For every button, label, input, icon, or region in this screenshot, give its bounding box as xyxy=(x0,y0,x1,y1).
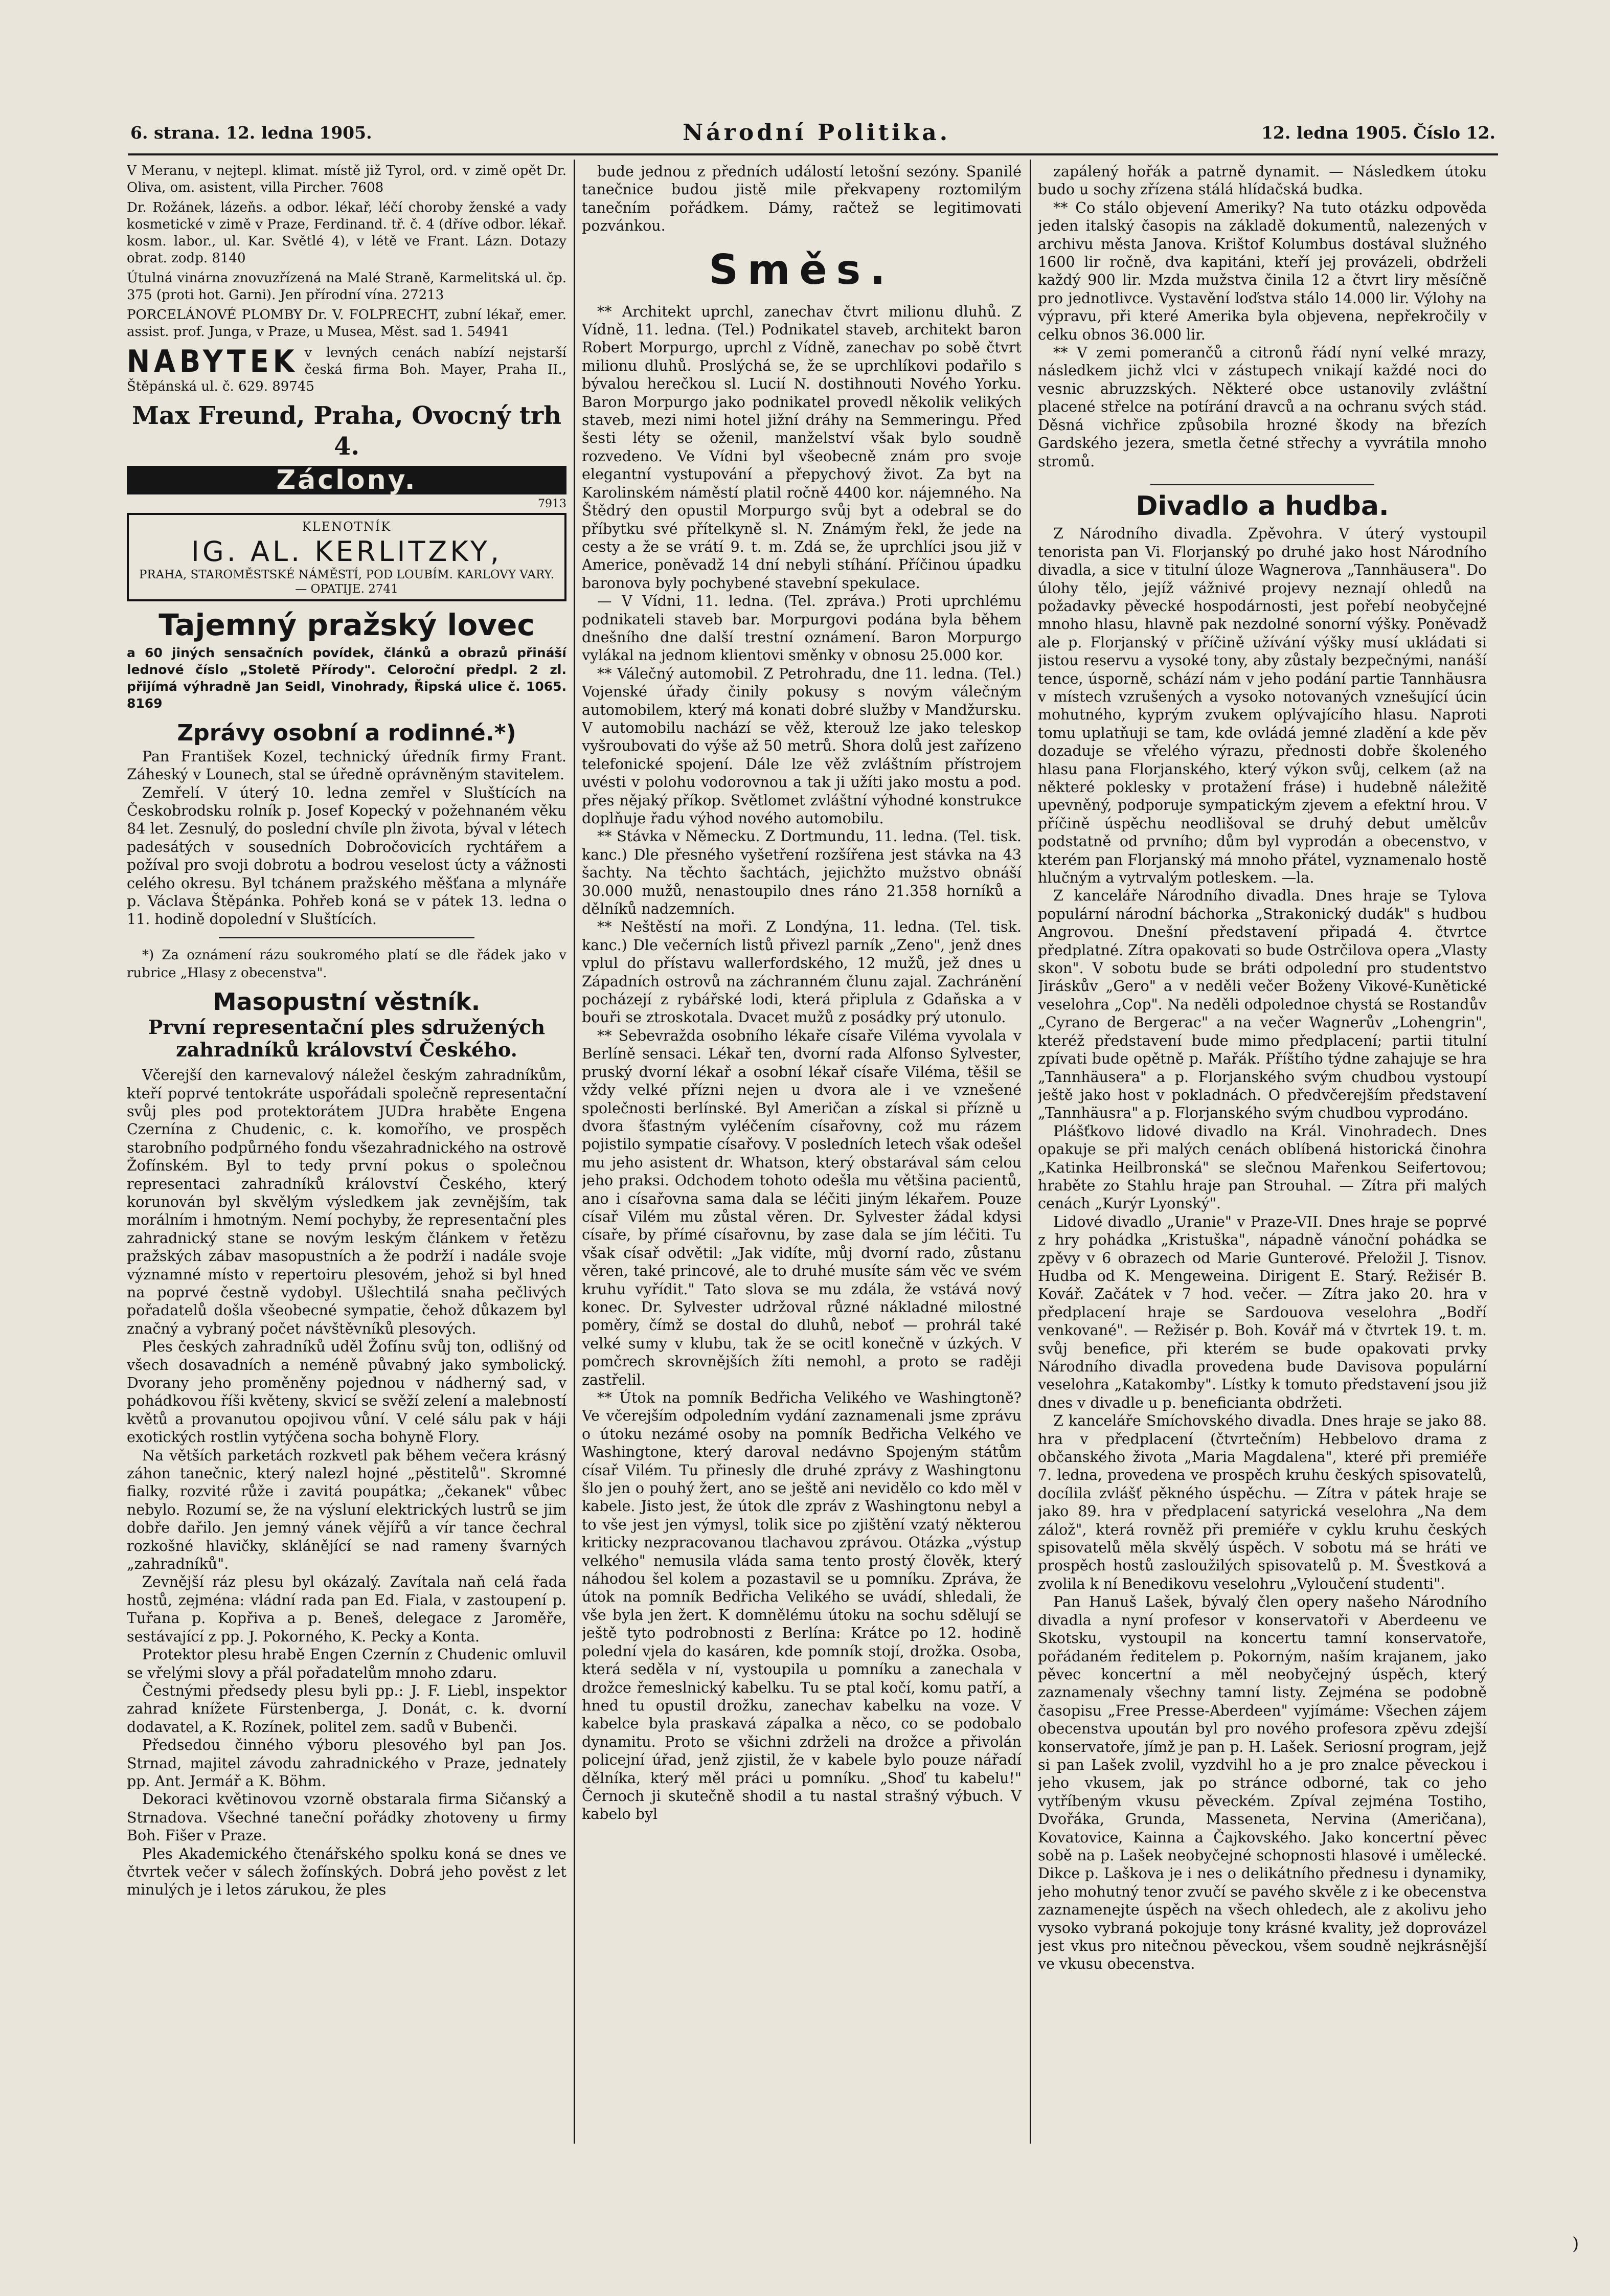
ad-kerlitzky-box xyxy=(127,513,566,601)
smes-paragraph-5: ** Neštěstí na moři. Z Londýna, 11. ledna. (Tel. tisk. kanc.) Dle večerních listů přivezl parník „Zeno", jenž dnes vplul do přístavu wallerfordského, 12 mužů, jež dnes u Západních ostrovů na záchranném člunu zajal. Zachránění pocházejí z rybářské lodi, která připlula z Gdaňska a v bouři se ztroskotala. Dvacet mužů z posádky prý utonulo. xyxy=(582,918,1022,1026)
zpravy-paragraph-1: Pan František Kozel, technický úředník firmy Frant. Záheský v Lounech, stal se úředně oprávněným stavitelem. xyxy=(127,748,566,783)
ad-meranu: V Meranu, v nejtepl. klimat. místě již Tyrol, ord. v zimě opět Dr. Oliva, om. asistent, villa Pircher. 7608 xyxy=(127,163,566,195)
header-rule xyxy=(128,153,1498,155)
ad-nabytek-title: NABYTEK xyxy=(127,344,299,379)
column-3 xyxy=(1038,163,1487,2142)
header-issue-right: 12. ledna 1905. Číslo 12. xyxy=(1261,123,1495,143)
divadlo-paragraph-6: Pan Hanuš Lašek, bývalý člen opery našeho Národního divadla a nyní profesor v konservatoři v Aberdeenu ve Skotsku, vystoupil na koncertu tamní konservatoře, pořádaném ředitelem p. Pokorným, naším krajanem, jako pěvec koncertní a měl neobyčejný úspěch, který zaznamenaly všechny tamní listy. Zejména se podobně časopisu „Free Presse-Aberdeen" vyjímáme: Všechen zájem obecenstva upoután byl pro nového profesora zpěvu zdejší konservatoře, jímž je pan p. H. Lašek. Seriosní program, jejž si pan Lašek zvolil, vyzdvihl ho a je pro znalce pěveckou i jeho vkusem, jak po stránce odborné, tak co jeho vytříbeným vkusu pěveckém. Zpíval zejména Tostiho, Dvořáka, Grunda, Massenetа, Nervina (Američana), Kovatovice, Kainna a Čajkovského. Jako koncertní pěvec sobě na p. Lašek neobyčejné schopnosti hlasové i umělecké. Dikce p. Laškova je i nes o delikátního přednesu i dynamiky, jeho mohutný tenor zvučí se pavého skvěle z i ke obecenstva zaznamenejte úspěch na všech ohledech, ale z akolivu jeho vysoko vybraná pokojuje tony krásné kvality, jež doprovázel jest vkus pro nitečnou pěveckou, všem soudně nejkrásnější ve vkusu obecenstva. xyxy=(1038,1593,1487,1973)
zpravy-footnote: *) Za oznámení rázu soukromého platí se dle řádek jako v rubrice „Hlasy z obecenstva". xyxy=(127,947,566,981)
header-date-left: 6. strana. 12. ledna 1905. xyxy=(130,123,372,143)
divadlo-paragraph-1: Z Národního divadla. Zpěvohra. V úterý vystoupil tenorista pan Vi. Florjanský po druhé jako host Národního divadla, a sice v titulní úloze Wagnerova „Tannhäusera". Do úlohy tělo, jejíž vážnivé projevy neznají ohledů na požadavky pěvecké hospodárnosti, jest pořebí neobyčejné mnoho hlasu, hlavně pak nezdolné sonorní výšky. Poněvadž ale p. Florjanský v příčině užívání výšky musí ukládati si jistou reservu a vysoké tony, aby zůstaly bezpečnými, nanáší tence, úsporně, schází nám v jeho podání partie Tannhäusra v místech vzrušených a vysoko notovaných vznešující úcin mohutného, kyprým zvukem oplývajícího hlasu. Naproti tomu uplatňuji se tam, kde ovládá jemné zladění a kde pěv dozaduje se vřelého výrazu, přednosti dobře školeného hlasu pana Florjanského, který výkon svůj, celkem (až na některé poklesky v protažení fráse) i hudebně náležitě upevněný, podporuje sympatickým zjevem a efektní hrou. V příčině úspěchu neodlišoval se druhý debut umělcův podstatně od prvního; dům byl vyprodán a obecenstvo, v kterém pan Florjanský má mnoho přátel, vyznamenalo hostě hlučným a vytrvalým potleskem. —la. xyxy=(1038,525,1487,887)
section-masopust-title: Masopustní věstník. xyxy=(213,987,481,1016)
section-smes-title: Směs. xyxy=(709,245,895,294)
ad-freund: Max Freund, Praha, Ovocný trh 4. xyxy=(131,401,562,461)
section-divadlo-title: Divadlo a hudba. xyxy=(1136,490,1389,522)
smes-paragraph-6: ** Sebevražda osobního lékaře císaře Viléma vyvolala v Berlíně sensaci. Lékař ten, dvorní rada Alfonso Sylvester, pruský dvorní lékař a osobní lékař císaře Viléma, těšil se vždy velké přízni nejen u dvora ale i ve vznešené společnosti berlínské. Byl Američan a získal si přízně u dvora šťastným vyléčením císařovny, což mu rázem pojistilo sympatie císařovy. V posledních letech však odešel mu jeho asistent dr. Whatson, který obstarával sám celou jeho praksi. Odchodem tohoto odešla mu většina pacientů, ano i císařovna sama dala se léčiti jiným lékařem. Pouze císař Vilém mu zůstal věren. Dr. Sylvester žádal kdysi císaře, by přímé císařovnu, by zase dala se jím léčiti. Tu však císař odvětil: „Jak vidíte, můj dvorní rado, zůstanu věren, také princové, ale to druhé musíte sám věc ve svém kruhu vyřídit." Tato slova se mu zdála, že vstává nový konec. Dr. Sylvester udržoval různé nákladné milostné poměry, čímž se dostal do dluhů, neboť — prohrál také velké sumy v klubu, tak že se ocitl konečně v úzkých. V pomčrech skrovnějších žíti nemohl, a proto se raději zastřelil. xyxy=(582,1027,1022,1388)
divadlo-paragraph-4: Lidové divadlo „Uranie" v Praze-VII. Dnes hraje se poprvé z hry pohádka „Kristuška", nápadně vánoční pohádka se zpěvy v 6 obrazech od Marie Gunterové. Přeložil J. Tisnov. Hudba od K. Mengeweina. Dirigent E. Starý. Režisér B. Kovář. Začátek v 7 hod. večer. — Zítra jako 20. hra v předplacení hraje se Sardouova veselohra „Bodří venkované". — Režisér p. Boh. Kovář má v čtvrtek 19. t. m. svůj benefice, při kterém se bude opakovati prvky Národního divadla provedena bude Davisova populární veselohra „Katakomby". Lístky k tomuto představení jsou již dnes v divadle u p. beneficianta obdržeti. xyxy=(1038,1213,1487,1411)
ples-paragraph-8: Dekoraci květinovou vzorně obstarala firma Sičanský a Strnadova. Všechné taneční pořádky zhotoveny u firmy Boh. Fišer v Praze. xyxy=(127,1791,566,1844)
ad-kerlitzky-address: PRAHA, STAROMĚSTSKÉ NÁMĚSTÍ, POD LOUBÍM. KARLOVY VARY. — OPATIJE. 2741 xyxy=(139,568,555,596)
ad-vinarna: Útulná vinárna znovuzřízená na Malé Straně, Karmelitská ul. čp. 375 (proti hot. Garni). Jen přírodní vína. 27213 xyxy=(127,271,566,303)
ad-zaclony: Záclony. xyxy=(127,466,566,494)
masthead-title: Národní Politika. xyxy=(683,120,951,146)
ples-paragraph-2: Ples českých zahradníků uděl Žofínu svůj ton, odlišný od všech dosavadních a neméně půvabný jako symbolický. Dvorany jeho proměněny pojednou v nádherný sad, v pohádkovou říši květeny, skvicí se svěží zelení a malebností květů a provanutou opojivou vůní. V celé sálu pak v háji exotických rostlin vytýčena socha bohyně Flory. xyxy=(127,1338,566,1446)
ples-paragraph-4: Zevnější ráz plesu byl okázalý. Zavítala naň celá řada hostů, zejména: vládní rada pan Ed. Fiala, v zastoupení p. Tuřana p. Kopřiva a p. Beneš, delegace z Jaroměře, sestávající z pp. J. Pokorného, K. Pecky a Konta. xyxy=(127,1573,566,1645)
edge-mark: ) xyxy=(1572,2234,1579,2254)
zpravy-paragraph-2: Zemřelí. V úterý 10. ledna zemřel v Sluštících na Českobrodsku rolník p. Josef Kopecký v požehnaném věku 84 let. Zesnulý, do poslední chvíle pln života, býval v létech padesátých v sousedních Dobročovicích rychtářem a požíval pro svoji dobrotu a bodrou veselost úcty a vážnosti celého okresu. Byl tchánem pražského měšťana a mlynáře p. Václava Štěpánka. Pohřeb koná se v pátek 13. ledna o 11. hodině dopolední v Sluštících. xyxy=(127,784,566,928)
ples-paragraph-6: Čestnými předsedy plesu byli pp.: J. F. Liebl, inspektor zahrad knížete Fürstenberga, J. Donát, c. k. dvorní dodavatel, a K. Rozínek, politel zem. sadů v Bubenči. xyxy=(127,1682,566,1736)
section-zpravy-title: Zprávy osobní a rodinné.*) xyxy=(177,720,516,747)
divadlo-paragraph-3: Plášťkovo lidové divadlo na Král. Vinohradech. Dnes opakuje se při malých cenách oblíbená historická činohra „Katinka Heilbronská" se slečnou Mařenkou Seifertovou; hraběte zo Stahlu hraje pan Strouhal. — Zítra při malých cenách „Kurýr Lyonský". xyxy=(1038,1122,1487,1212)
col3-paragraph-2: ** V zemi pomerančů a citronů řádí nyní velké mrazy, následkem jichž vlci v zástupech vnikají každé noci do vesnic abruzzských. Některé obce ustanovily zvláštní placené střelce na potírání dravců a na ochranu svých stád. Děsná vichřice způsobila hrozné škody na březích Gardského jezera, smetla četné střechy a vyvrátila mnoho stromů. xyxy=(1038,344,1487,470)
ples-heading: První representační ples sdružených zahradníků království Českého. xyxy=(148,1016,546,1062)
divadlo-paragraph-2: Z kanceláře Národního divadla. Dnes hraje se Tylova populární národní báchorka „Strakonický dudák" s hudbou Angrovou. Dnešní představení připadá 4. čtvrtce předplatné. Zítra opakovati so bude Ostrčilova opera „Vlasty skon". V sobotu bude se bráti odpolední pro studentstvo Jiráskův „Gero" a v neděli večer Boženy Vikové-Kunětické veselohra „Cop". Na neděli odpolednoe chystá se Rostandův „Cyrano de Bergerac" a na večer Wagnerův „Lohengrin", kteréž představení bude mimo předplacení; partii titulní zpívati bude opětně p. Mařák. Příštího týdne zahajuje se hra „Tannhäusera" a p. Florjanského svým chudbou vystoupí ještě jako host v pokladnách. O předvčerejším představení „Tannhäusra" a p. Florjanského svým chudbou vyprodáno. xyxy=(1038,887,1487,1122)
page-header xyxy=(130,120,1495,153)
ples-paragraph-1: Včerejší den karnevalový náležel českým zahradníkům, kteří poprvé tentokráte uspořádali společně representační svůj ples pod protektorátem JUDra hraběte Engena Czernína z Chudenic, c. k. komořího, ve prospěch starobního podpůrného fondu všezahradnického na ostrově Žofínském. Byl to tedy první pokus o společnou representaci zahradníků království Českého, který korunován byl skvělým výsledkem jak zevnějším, tak morálním i hmotným. Nemí pochyby, že representační ples zahradnický stane se novým leským článkem v řetězu pražských zábav masopustních a že podrží i nadále svoje významné místo v repertoiru plesovém, jehož si byl hned na poprvé čestně vydobyl. Ušlechtilá snaha pečlivých pořadatelů došla všeobecné sympatie, čehož důkazem byl značný a vybraný počet návštěvníků plesových. xyxy=(127,1067,566,1337)
smes-paragraph-1: ** Architekt uprchl, zanechav čtvrt milionu dluhů. Z Vídně, 11. ledna. (Tel.) Podnikatel staveb, architekt baron Robert Morpurgo, uprchl z Vídně, zanechav po sobě čtvrt milionu dluhů. Proslýchá se, že se uprchlíkovi podařilo s bývalou herečkou sl. Lucií N. dostihnouti Nového Yorku. Baron Morpurgo jako podnikatel provedl několik velikých staveb, mezi nimi hotel jižní dráhy na Semmeringu. Před šesti léty se oženil, manželství však bylo soudně rozvedeno. Ve Vídni byl všeobecně znám pro svoje elegantní vystupování a přepychový život. Za byt na Karolinském náměstí platil ročně 4400 kor. nájemného. Na Štědrý den opustil Morpurgo svůj byt a odebral se do příbytku své přítelkyně sl. N. Známým řekl, že jede na cesty a že se vrátí 9. t. m. Zdá se, že uprchlíci jsou již v Americe, poněvadž 14 dní nebyli stíhání. Příčinou úpadku baronova byly pochybené stavební spekulace. xyxy=(582,303,1022,592)
ad-nabytek-text: v levných cenách nabízí nejstarší česká firma Boh. Mayer, Praha II., Štěpánská ul. č. 629. 89745 xyxy=(127,345,566,394)
ad-plomby: PORCELÁNOVÉ PLOMBY Dr. V. FOLPRECHT, zubní lékař, emer. assist. prof. Junga, v Praze, u Musea, Měst. sad 1. 54941 xyxy=(127,307,566,340)
col3-paragraph-1: ** Co stálo objevení Ameriky? Na tuto otázku odpověda jeden italský časopis na základě dokumentů, nalezených v archivu města Janova. Krištof Kolumbus dostával služného 1600 lir ročně, dva kapitáni, kteří jej provázeli, obdrželi každý 900 lir. Mzda mužstva činila 12 a čtvrt liry měsíčně pro jednotlivce. Vystavění loďstva stálo 14.000 lir. Výlohy na výpravu, při které Amerika byla objevena, nepřekročily v celku obnos 36.000 lir. xyxy=(1038,199,1487,343)
ad-lovec-text: a 60 jiných sensačních povídek, článků a obrazů přináší lednové číslo „Stoletě Přírody". Celoroční předpl. 2 zl. přijímá výhradně Jan Seidl, Vinohrady, Řipská ulice č. 1065. 8169 xyxy=(127,645,566,711)
ad-kerlitzky-name: IG. AL. KERLITZKY, xyxy=(191,535,503,568)
smes-paragraph-4: ** Stávka v Německu. Z Dortmundu, 11. ledna. (Tel. tisk. kanc.) Dle přesného vyšetření rozšířena jest stávka na 43 šachty. Na těchto šachtách, jejichžto mužstvo obnáší 30.000 mužů, nenastoupilo dnes ráno 21.358 horníků a dělníků nadzemních. xyxy=(582,828,1022,918)
ples-paragraph-5: Protektor plesu hrabě Engen Czernín z Chudenic omluvil se vřelými slovy a přál pořadatelům mnoho zdaru. xyxy=(127,1646,566,1681)
col2-continuation: bude jednou z předních událostí letošní sezóny. Spanilé tanečnice budou jistě mile překvapeny roztomilým tanečním pořádkem. Dámy, račtež se legitimovati pozvánkou. xyxy=(582,163,1022,235)
column-1 xyxy=(127,163,566,2142)
column-divider-2 xyxy=(1030,160,1031,2144)
ples-paragraph-3: Na větších parketách rozkvetl pak během večera krásný záhon tanečnic, který nalezl hojné „pěstitelů". Skromné fialky, rozvité růže i zavitá poupátka; „čekanek" vůbec nebylo. Rozumí se, že na výsluní elektrických lustrů se jim dobře dařilo. Jen jemný vánek vějířů a vír tance čechral rozkošné hlavičky, sklánějící se nad rameny švarných „zahradníků". xyxy=(127,1447,566,1573)
ples-paragraph-7: Předsedou činného výboru plesového byl pan Jos. Strnad, majitel závodu zahradnického v Praze, jednately pp. Ant. Jermář a K. Böhm. xyxy=(127,1737,566,1790)
col3-continuation: zapálený hořák a patrně dynamit. — Následkem útoku budo u sochy zřízena stálá hlídačská budka. xyxy=(1038,163,1487,198)
ad-nabytek-block xyxy=(127,345,566,395)
ad-rozanek: Dr. Rožánek, lázeňs. a odbor. lékař, léčí choroby ženské a vady kosmetické v zimě v Praze, Ferdinand. tř. č. 4 (dříve odbor. lékař. kosm. labor., ul. Kar. Světlé 4), v létě ve Frant. Lázn. Dotazy obrat. zodp. 8140 xyxy=(127,200,566,266)
column-divider-1 xyxy=(574,160,575,2144)
column-2 xyxy=(582,163,1022,2142)
ples-paragraph-9: Ples Akademického čtenářského spolku koná se dnes ve čtvrtek večer v sálech žofínských. Dobrá jeho pověst z let minulých je i letos zárukou, že ples xyxy=(127,1845,566,1899)
zpravy-divider xyxy=(219,937,474,938)
ad-zaclony-number: 7913 xyxy=(538,498,566,510)
divadlo-rule xyxy=(1150,484,1374,485)
ad-lovec-title: Tajemný pražský lovec xyxy=(158,607,535,643)
divadlo-paragraph-5: Z kanceláře Smíchovského divadla. Dnes hraje se jako 88. hra v předplacení (čtvrtečním) Hebbelovo drama z občanského života „Maria Magdalena", které při premiéře 7. ledna, provedena ve prospěch kruhu českých spisovatelů, docílila zvlášť pěkného úspěchu. — Zítra v pátek hraje se jako 89. hra v předplacení satyrická veselohra „Na dem zálož", která rovněž při premiéře v cyklu kruhu českých spisovatelů měla skvělý úspěch. V sobotu má se hráti ve prospěch hostů zasloužilých spisovatelů p. M. Švestková a zvolila k ní Benedikovu veselohru „Vyloučení studenti". xyxy=(1038,1412,1487,1592)
smes-paragraph-2: — V Vídni, 11. ledna. (Tel. zpráva.) Proti uprchlému podnikateli staveb bar. Morpurgovi podána byla během dnešního dne další trestní oznámení. Baron Morpurgo vylákal na jednom klientovi směnky v obnosu 25.000 kor. xyxy=(582,593,1022,664)
ad-klenotnik: KLENOTNÍK xyxy=(302,520,392,534)
smes-paragraph-7: ** Útok na pomník Bedřicha Velikého ve Washingtoně? Ve včerejším odpoledním vydání zaznamenali jsme zprávu o útoku nezámé osoby na pomník Bedřicha Velkého ve Washingtone, který daroval nedávno Spojeným státům císař Vilém. Tu přinesly dle druhé zprávy z Washingtonu šlo jen o pouhý žert, ano se ještě ani nevidělo co kdo měl v kabele. Jisto jest, že útok dle zpráv z Washingtonu nebyl a to vše jest jen výmysl, tolik sice po zjištění vzatý některou kriticky nezpracovanou tlachavou zprávou. Otázka „výstup velkého" nemusila vláda sama tento prostý člověk, který náhodou šel kolem a pozastavil se u pomníku. Zpráva, že útok na pomník Bedřicha Velikého se uvádí, shledali, že vše byla jen žert. K domnělému útoku na sochu sdělují se ještě tyto podrobnosti z Berlína: Krátce po 12. hodině polední vjela do kasáren, kde pomník stojí, drožka. Osoba, která seděla v ní, vystoupila u pomníku a zanechala v drožce řemeslnický kabelku. Tu se ptal kočí, komu patří, a hned tu opustil drožku, zanechav kabelku na voze. V kabelce byla praskavá zápalka a něco, co se podobalo dynamitu. Proto se všichni zdrželi na drožce a přivolán policejní úřad, jenž zjistil, že v kabele bylo pouze nářadí dělníka, který měl práci u pomníku. „Shoď tu kabelu!" Černoch ji skutečně shodil a tu nastal strašný výbuch. V kabelo byl xyxy=(582,1389,1022,1823)
smes-paragraph-3: ** Válečný automobil. Z Petrohradu, dne 11. ledna. (Tel.) Vojenské úřady činily pokusy s novým válečným automobilem, který má konati dobré služby v Mandžursku. V automobilu nachází se věž, kterouž lze jako teleskop vyšroubovati do výše až 50 metrů. Shora dolů jest zařízeno telefonické spojení. Dále lze věž zvláštním přístrojem uvésti v polohu vodorovnou a tak ji užíti jako mostu a pod. přes nějaký příkop. Světlomet zvláštní výhodné konstrukce doplňuje řadu výhod nového automobilu. xyxy=(582,665,1022,827)
